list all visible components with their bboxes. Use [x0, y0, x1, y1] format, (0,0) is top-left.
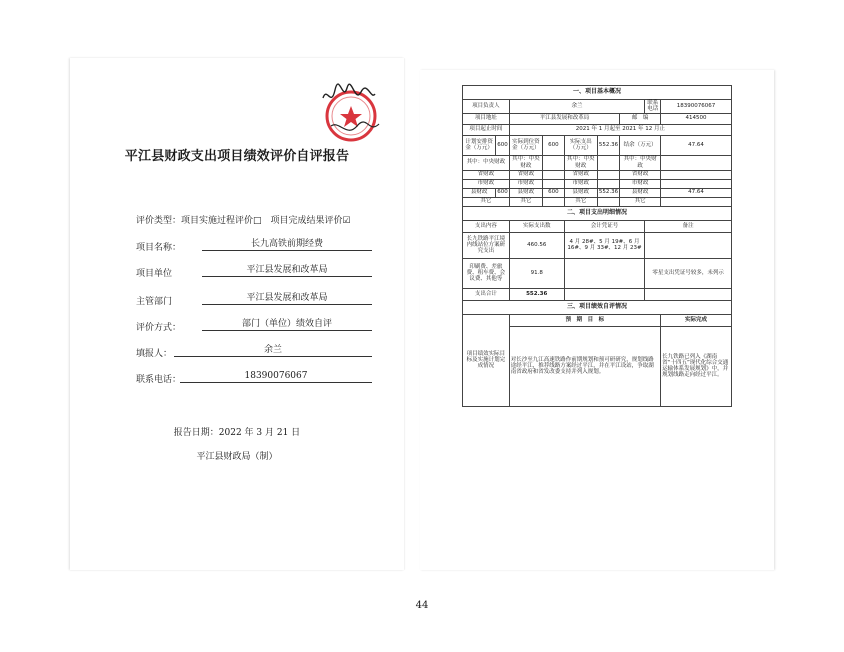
balance-label: 结余（万元） — [620, 135, 661, 155]
field-eval-method-value: 部门（单位）绩效自评 — [202, 318, 372, 331]
province-label-1: 省财政 — [463, 170, 510, 179]
balance-value: 47.64 — [661, 135, 732, 155]
central-label-4: 其中：中央财政 — [620, 155, 661, 170]
county-value-4: 47.64 — [661, 188, 732, 197]
city-label-4: 市财政 — [620, 179, 661, 188]
page-number: 44 — [415, 600, 429, 611]
performance-label: 项目绩效实际目标及实施计划完成情况 — [463, 314, 510, 406]
field-project-unit-value: 平江县发展和改革局 — [202, 264, 372, 277]
address-label: 项目地址 — [463, 113, 510, 124]
phone-value: 18390076067 — [661, 100, 732, 114]
field-phone-value: 18390076067 — [180, 370, 372, 383]
expected-goal-text: 对长沙至九江高速铁路作前期规划和预可研研究，规划线路途经平江，推荐线路方案经过平江，并在平江设站，争取湖南省政府和省发改委支持并列入规划。 — [509, 326, 660, 406]
county-value-2: 600 — [543, 188, 565, 197]
other-label-4: 其它 — [620, 197, 661, 206]
section-basic-info: 一、项目基本概况 — [463, 86, 732, 100]
county-label-1: 县财政 — [463, 188, 496, 197]
spent-value: 552.36 — [597, 135, 619, 155]
total-label: 支出合计 — [463, 288, 510, 300]
total-value: 552.36 — [509, 288, 564, 300]
postcode-label: 邮 编 — [620, 113, 661, 124]
detail-1-content: 长九铁路平江境内线站位方案研究支出 — [463, 232, 510, 258]
header-content: 支出内容 — [463, 220, 510, 232]
detail-2-amount: 91.8 — [509, 258, 564, 288]
county-value-1: 600 — [497, 189, 508, 196]
central-label-3: 其中：中央财政 — [564, 155, 597, 170]
header-amount: 实际支出数 — [509, 220, 564, 232]
field-project-unit-label: 项目单位 — [136, 269, 173, 279]
field-filler-label: 填报人： — [136, 349, 173, 359]
section-performance: 三、项目绩效自评情况 — [463, 300, 732, 314]
county-label-3: 县财政 — [564, 188, 597, 197]
arrived-value: 600 — [543, 135, 565, 155]
field-filler-value: 余兰 — [174, 344, 372, 357]
field-authority-value: 平江县发展和改革局 — [202, 292, 372, 305]
detail-2-note: 零星支出凭证号较多，未列示 — [645, 258, 732, 288]
section-expense-detail: 二、项目支出明细情况 — [463, 206, 732, 220]
arrived-label: 实际到位资金（万元） — [509, 135, 542, 155]
province-label-3: 省财政 — [564, 170, 597, 179]
detail-2-content: 印刷费、差旅费、租车费、会议费、其他等 — [463, 258, 510, 288]
detail-1-amount: 460.56 — [509, 232, 564, 258]
central-label-2: 其中：中央财政 — [509, 155, 542, 170]
period-value: 2021 年 1 月起至 2021 年 12 月止 — [509, 124, 731, 135]
left-page — [70, 58, 404, 570]
header-note: 备注 — [645, 220, 732, 232]
leader-label: 项目负责人 — [463, 100, 510, 114]
report-date: 报告日期：2022 年 3 月 21 日 — [173, 428, 301, 438]
city-label-2: 市财政 — [509, 179, 542, 188]
field-project-name-label: 项目名称： — [136, 243, 182, 253]
field-phone-label: 联系电话： — [136, 375, 182, 385]
period-label: 项目起止时间 — [463, 124, 510, 135]
issuer: 平江县财政局（制） — [196, 452, 278, 462]
county-label-2: 县财政 — [509, 188, 542, 197]
spent-label: 实际支出（万元） — [564, 135, 597, 155]
phone-label: 联系电话 — [645, 100, 661, 114]
other-label-3: 其它 — [564, 197, 597, 206]
postcode-value: 414500 — [661, 113, 732, 124]
field-authority-label: 主管部门 — [136, 297, 173, 307]
evaluation-type: 评价类型：项目实施过程评价□ 项目完成结果评价☑ — [136, 216, 351, 226]
right-page — [420, 70, 774, 570]
city-label-3: 市财政 — [564, 179, 597, 188]
official-seal-with-signature — [317, 80, 385, 148]
actual-done-header: 实际完成 — [661, 314, 732, 326]
county-label-4: 县财政 — [620, 188, 661, 197]
plan-value: 600 — [496, 135, 510, 155]
county-value-3: 552.36 — [598, 189, 619, 196]
performance-table — [462, 85, 732, 407]
other-label-1: 其它 — [463, 197, 510, 206]
address-value: 平江县发展和改革局 — [509, 113, 619, 124]
other-label-2: 其它 — [509, 197, 542, 206]
detail-1-voucher: 4 月 28#、5 月 19#、6 月 16#、9 月 33#、12 月 23# — [564, 232, 645, 258]
plan-label: 计划安排资金（万元） — [463, 135, 496, 155]
actual-done-text: 长九铁路已列入《湖南省“十四五”现代化综合交通运输体系发展规划》中，并规划线路走向经过平江。 — [661, 326, 732, 406]
central-label-1: 其中：中央财政 — [463, 155, 510, 170]
header-voucher: 会计凭证号 — [564, 220, 645, 232]
field-eval-method-label: 评价方式： — [136, 323, 182, 333]
city-label-1: 市财政 — [463, 179, 510, 188]
province-label-4: 省财政 — [620, 170, 661, 179]
province-label-2: 省财政 — [509, 170, 542, 179]
leader-value: 余兰 — [509, 100, 645, 114]
expected-goal-header: 预 期 目 标 — [509, 314, 660, 326]
report-title: 平江县财政支出项目绩效评价自评报告 — [124, 149, 350, 164]
field-project-name-value: 长九高铁前期经费 — [202, 238, 372, 251]
